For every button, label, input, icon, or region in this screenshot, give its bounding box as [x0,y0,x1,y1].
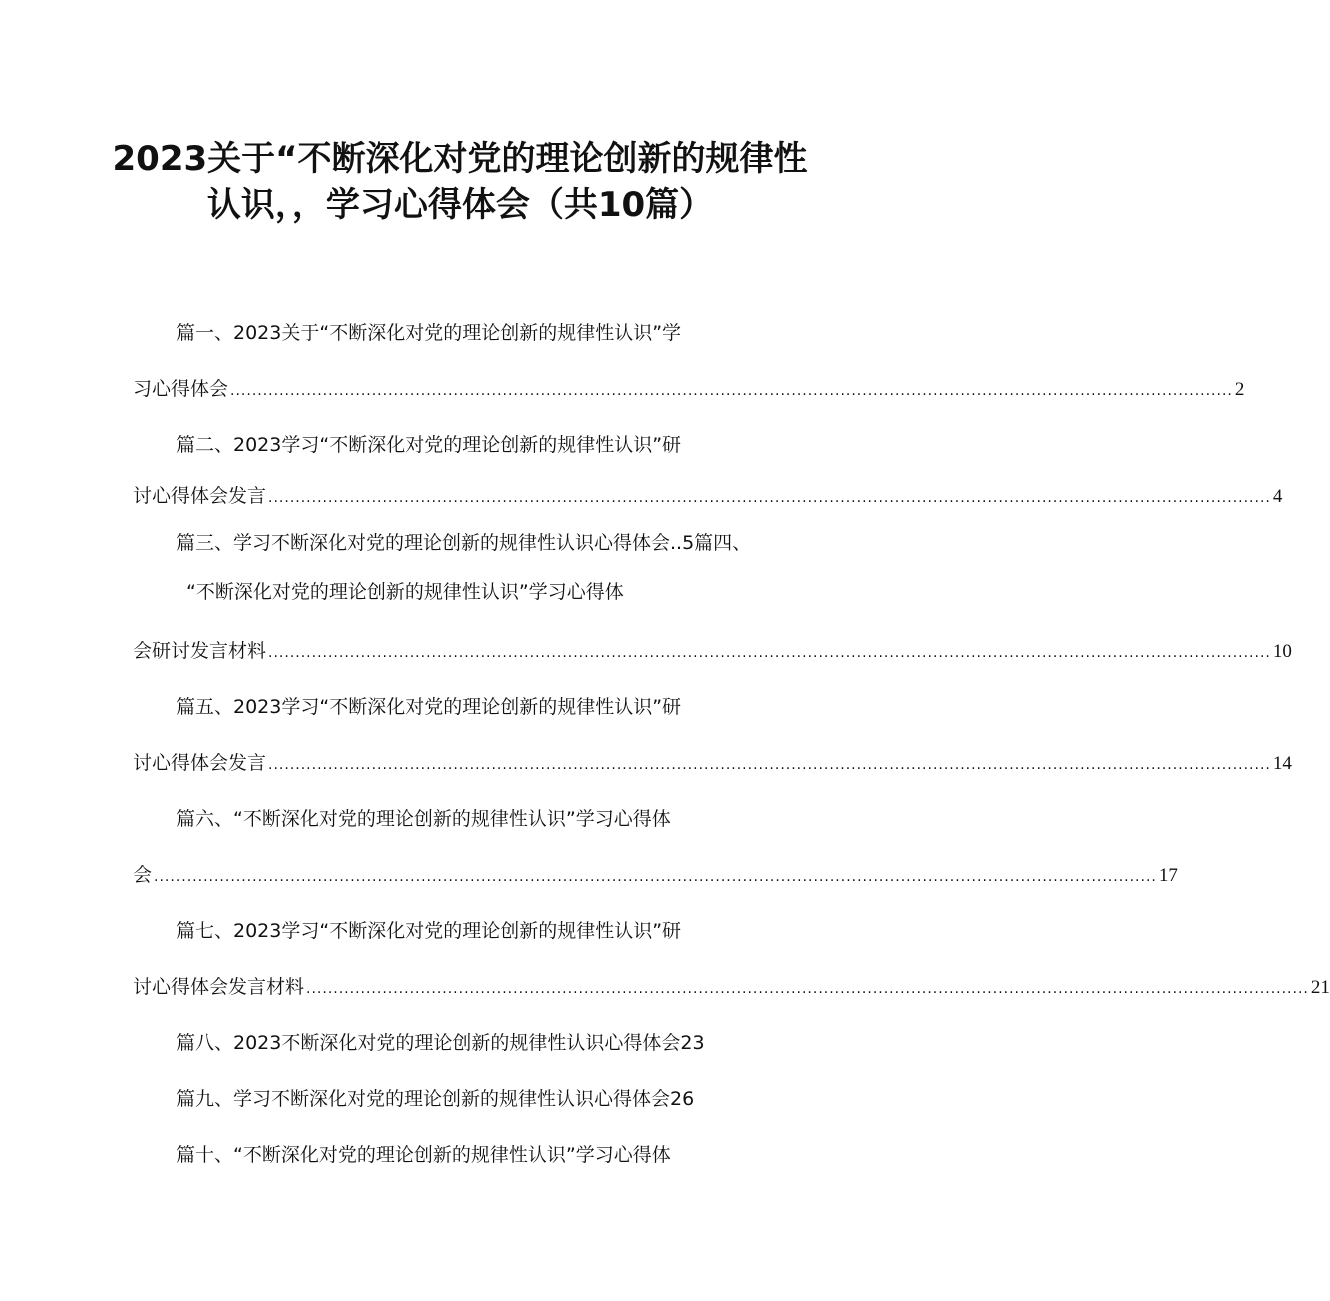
toc-entry-4-wrap[interactable]: “不断深化对党的理论创新的规律性认识”学习心得体 [186,581,624,603]
toc-page-number: 10 [1272,641,1292,662]
toc-entry-7-continuation[interactable] [133,972,1330,1002]
toc-entry-5-continuation[interactable] [133,748,1292,778]
toc-entry-8[interactable]: 篇八、2023不断深化对党的理论创新的规律性认识心得体会23 [176,1032,705,1054]
toc-entry-text: 讨心得体会发言 [133,752,267,774]
document-title-line-2: 认识，，学习心得体会（共10篇） [206,185,714,225]
toc-page-number: 17 [1158,865,1178,886]
toc-entry-text: 讨心得体会发言 [133,485,267,507]
document-title-line-1: 2023关于“不断深化对党的理论创新的规律性 [112,139,808,179]
toc-dot-leader: ........................................................................................................................................................................................ [268,645,1271,661]
toc-entry-7[interactable]: 篇七、2023学习“不断深化对党的理论创新的规律性认识”研 [176,920,682,942]
toc-entry-text: 习心得体会 [133,378,229,400]
toc-entry-text: 讨心得体会发言材料 [133,976,305,998]
toc-entry-2-continuation[interactable] [133,481,1283,511]
toc-dot-leader: ........................................................................................................................................................................................ [268,757,1271,773]
toc-entry-1-continuation[interactable] [133,374,1245,404]
toc-dot-leader: ........................................................................................................................................................................................ [154,869,1157,885]
toc-page-number: 14 [1272,753,1292,774]
toc-entry-5[interactable]: 篇五、2023学习“不断深化对党的理论创新的规律性认识”研 [176,696,682,718]
toc-dot-leader: ........................................................................................................................................................................................ [306,981,1309,997]
toc-entry-6-continuation[interactable] [133,860,1178,890]
toc-entry-1[interactable]: 篇一、2023关于“不断深化对党的理论创新的规律性认识”学 [176,322,682,344]
toc-page-number: 4 [1272,486,1283,507]
toc-entry-6[interactable]: 篇六、“不断深化对党的理论创新的规律性认识”学习心得体 [176,808,671,830]
toc-entry-4-continuation[interactable] [133,636,1292,666]
toc-entry-10[interactable]: 篇十、“不断深化对党的理论创新的规律性认识”学习心得体 [176,1144,671,1166]
toc-entry-text: 会研讨发言材料 [133,640,267,662]
toc-entry-text: 会 [133,864,153,886]
toc-page-number: 21 [1310,977,1330,998]
toc-entry-2[interactable]: 篇二、2023学习“不断深化对党的理论创新的规律性认识”研 [176,434,682,456]
toc-dot-leader: ........................................................................................................................................................................................ [268,490,1271,506]
toc-dot-leader: ........................................................................................................................................................................................ [230,383,1233,399]
toc-entry-9[interactable]: 篇九、学习不断深化对党的理论创新的规律性认识心得体会26 [176,1088,695,1110]
toc-page-number: 2 [1234,379,1245,400]
toc-entry-3-and-4[interactable]: 篇三、学习不断深化对党的理论创新的规律性认识心得体会..5篇四、 [176,532,752,554]
